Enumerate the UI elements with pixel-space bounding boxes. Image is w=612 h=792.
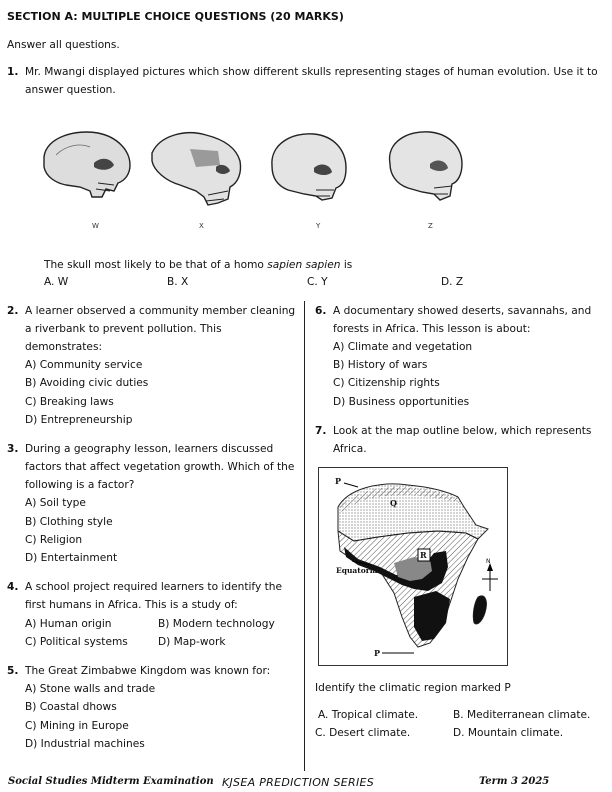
q7-text-line2: Africa. bbox=[333, 443, 367, 455]
q1-text-line1: Mr. Mwangi displayed pictures which show different skulls representing stages of human evolution. Use it to bbox=[25, 66, 598, 78]
q7-option-a[interactable]: A. Tropical climate. bbox=[318, 709, 419, 721]
q7-option-c[interactable]: C. Desert climate. bbox=[315, 727, 411, 739]
q3-text-line2: factors that affect vegetation growth. Which of the bbox=[25, 461, 295, 473]
q2-text-line1: A learner observed a community member cleaning bbox=[25, 305, 296, 317]
skull-w-label: W bbox=[92, 222, 99, 230]
q2-number: 2. bbox=[7, 305, 19, 317]
q7-number: 7. bbox=[315, 425, 327, 437]
q7-option-b[interactable]: B. Mediterranean climate. bbox=[453, 709, 591, 721]
map-label-q: Q bbox=[390, 498, 397, 508]
q3-option-b[interactable]: B) Clothing style bbox=[25, 516, 113, 528]
skull-z-image bbox=[378, 128, 468, 208]
q4-text-line2: first humans in Africa. This is a study of: bbox=[25, 599, 238, 611]
q3-text-line3: following is a factor? bbox=[25, 479, 135, 491]
q3-option-c[interactable]: C) Religion bbox=[25, 534, 83, 546]
footer-series: KJSEA PREDICTION SERIES bbox=[222, 776, 375, 789]
skull-x-image bbox=[146, 125, 246, 215]
q6-option-a[interactable]: A) Climate and vegetation bbox=[333, 341, 473, 353]
skull-w-image bbox=[36, 125, 136, 210]
q2-option-a[interactable]: A) Community service bbox=[25, 359, 143, 371]
footer-exam-title: Social Studies Midterm Examination bbox=[8, 776, 214, 787]
q2-option-b[interactable]: B) Avoiding civic duties bbox=[25, 377, 149, 389]
section-title: SECTION A: MULTIPLE CHOICE QUESTIONS (20 MARKS) bbox=[7, 10, 344, 23]
q5-option-c[interactable]: C) Mining in Europe bbox=[25, 720, 129, 732]
q1-number: 1. bbox=[7, 66, 19, 78]
q3-text-line1: During a geography lesson, learners discussed bbox=[25, 443, 274, 455]
q4-option-b[interactable]: B) Modern technology bbox=[158, 618, 275, 630]
q7-text-line1: Look at the map outline below, which represents bbox=[333, 425, 592, 437]
skull-y-label: Y bbox=[316, 222, 321, 230]
q5-text-line1: The Great Zimbabwe Kingdom was known for: bbox=[25, 665, 271, 677]
q3-option-d[interactable]: D) Entertainment bbox=[25, 552, 118, 564]
north-arrow-label: N bbox=[486, 558, 491, 565]
q4-text-line1: A school project required learners to identify the bbox=[25, 581, 282, 593]
q2-option-d[interactable]: D) Entrepreneurship bbox=[25, 414, 133, 426]
q5-option-b[interactable]: B) Coastal dhows bbox=[25, 701, 117, 713]
q2-option-c[interactable]: C) Breaking laws bbox=[25, 396, 114, 408]
q1-text-line2: answer question. bbox=[25, 84, 116, 96]
q6-option-d[interactable]: D) Business opportunities bbox=[333, 396, 470, 408]
skull-z-label: Z bbox=[428, 222, 433, 230]
column-divider bbox=[304, 301, 305, 771]
map-label-r: R bbox=[420, 550, 427, 560]
q4-number: 4. bbox=[7, 581, 19, 593]
skull-x-label: X bbox=[199, 222, 204, 230]
map-label-p-bottom: P bbox=[374, 648, 381, 658]
q5-number: 5. bbox=[7, 665, 19, 677]
q6-text-line2: forests in Africa. This lesson is about: bbox=[333, 323, 531, 335]
q3-number: 3. bbox=[7, 443, 19, 455]
q4-option-d[interactable]: D) Map-work bbox=[158, 636, 226, 648]
q2-text-line2: a riverbank to prevent pollution. This bbox=[25, 323, 222, 335]
skull-y-image bbox=[262, 128, 352, 208]
map-label-equatorial: Equatorial bbox=[336, 566, 381, 575]
q6-text-line1: A documentary showed deserts, savannahs, and bbox=[333, 305, 592, 317]
q5-option-d[interactable]: D) Industrial machines bbox=[25, 738, 145, 750]
q7-prompt: Identify the climatic region marked P bbox=[315, 682, 511, 694]
q4-option-c[interactable]: C) Political systems bbox=[25, 636, 128, 648]
q3-option-a[interactable]: A) Soil type bbox=[25, 497, 86, 509]
q1-prompt: The skull most likely to be that of a homo sapien sapien is bbox=[44, 259, 353, 271]
q2-text-line3: demonstrates: bbox=[25, 341, 103, 353]
q6-option-b[interactable]: B) History of wars bbox=[333, 359, 428, 371]
q1-option-c[interactable]: C. Y bbox=[307, 276, 328, 288]
map-label-p-top: P bbox=[335, 476, 342, 486]
instructions: Answer all questions. bbox=[7, 39, 120, 51]
footer-term: Term 3 2025 bbox=[479, 776, 550, 787]
q6-number: 6. bbox=[315, 305, 327, 317]
q7-option-d[interactable]: D. Mountain climate. bbox=[453, 727, 564, 739]
q1-option-a[interactable]: A. W bbox=[44, 276, 69, 288]
q6-option-c[interactable]: C) Citizenship rights bbox=[333, 377, 440, 389]
q5-option-a[interactable]: A) Stone walls and trade bbox=[25, 683, 156, 695]
q1-option-b[interactable]: B. X bbox=[167, 276, 189, 288]
q4-option-a[interactable]: A) Human origin bbox=[25, 618, 112, 630]
q1-option-d[interactable]: D. Z bbox=[441, 276, 464, 288]
